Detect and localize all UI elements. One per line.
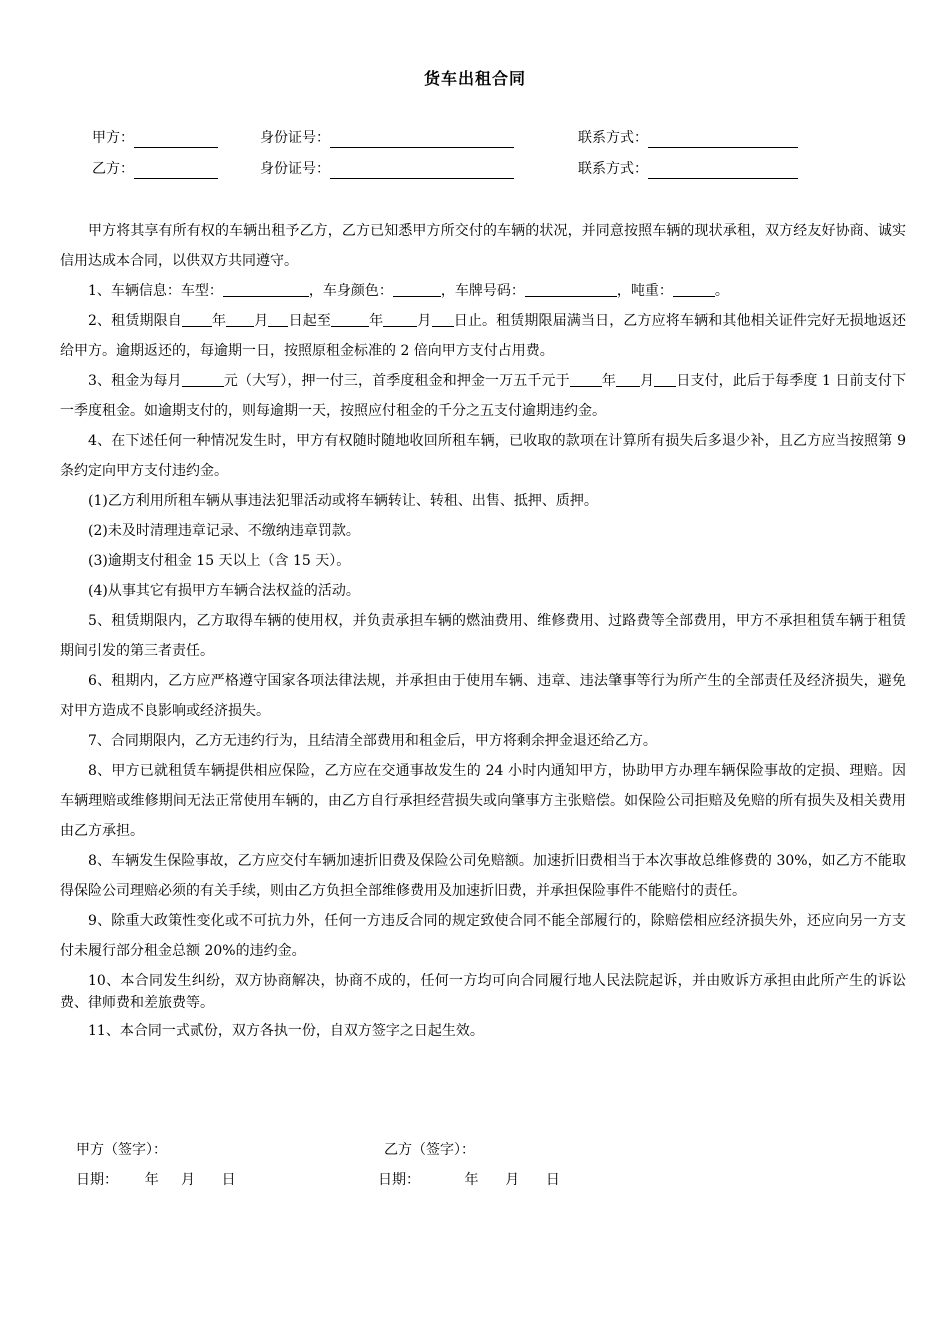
clause-4-item-3: (3)逾期支付租金 15 天以上（含 15 天）。	[88, 553, 351, 569]
party-a-id-label: 身份证号：	[260, 130, 330, 146]
clause-2	[60, 306, 906, 366]
clause-7: 7、合同期限内，乙方无违约行为，且结清全部费用和租金后，甲方将剩余押金退还给乙方。	[88, 733, 657, 749]
party-a-id-row	[260, 128, 514, 148]
clause-4-item-1: (1)乙方利用所租车辆从事违法犯罪活动或将车辆转让、转租、出售、抵押、质押。	[88, 493, 598, 509]
tonnage-field[interactable]	[673, 282, 715, 297]
party-a-signature-label: 甲方（签字）：	[76, 1142, 167, 1158]
party-b-id-field[interactable]	[330, 164, 514, 179]
clause-4-item-2: (2)未及时清理违章记录、不缴纳违章罚款。	[88, 523, 360, 539]
clause-4: 4、在下述任何一种情况发生时，甲方有权随时随地收回所租车辆，已收取的款项在计算所有损失后多退少补，且乙方应当按照第 9 条约定向甲方支付违约金。	[60, 433, 906, 479]
party-a-contact-label: 联系方式：	[578, 130, 648, 146]
party-b-name-field[interactable]	[134, 164, 218, 179]
end-day-field[interactable]	[432, 312, 454, 327]
clause-intro: 甲方将其享有所有权的车辆出租予乙方，乙方已知悉甲方所交付的车辆的状况，并同意按照车辆的现状承租，双方经友好协商、诚实信用达成本合同，以供双方共同遵守。	[60, 223, 906, 269]
vehicle-model-field[interactable]	[223, 282, 309, 297]
start-month-field[interactable]	[226, 312, 254, 327]
clause-3-month: 月	[639, 373, 655, 389]
clause-2-month-2: 月	[417, 313, 432, 329]
start-day-field[interactable]	[268, 312, 288, 327]
contract-body	[60, 216, 906, 1042]
party-b-signature-label: 乙方（签字）：	[384, 1142, 475, 1158]
clause-2-year-2: 年	[369, 313, 384, 329]
clause-3-year: 年	[601, 373, 616, 389]
party-b-label: 乙方：	[92, 161, 134, 177]
clause-8b: 8、车辆发生保险事故，乙方应交付车辆加速折旧费及保险公司免赔额。加速折旧费相当于本次事故总维修费的 30%，如乙方不能取得保险公司理赔必须的有关手续，则由乙方负担全部维修费用及加速折旧费，并承担保险事件不能赔付的责任。	[60, 853, 906, 899]
pay-month-field[interactable]	[616, 372, 640, 387]
contract-title: 货车出租合同	[423, 69, 526, 88]
clause-2-month-1: 月	[254, 313, 269, 329]
end-month-field[interactable]	[383, 312, 417, 327]
party-a-contact-field[interactable]	[648, 133, 798, 148]
clause-2-from: 日起至	[288, 313, 332, 329]
party-a-name-field[interactable]	[134, 133, 218, 148]
party-a-id-field[interactable]	[330, 133, 514, 148]
clause-4-item-4: (4)从事其它有损甲方车辆合法权益的活动。	[88, 583, 360, 599]
party-a-row	[92, 128, 218, 148]
party-a-date-line: 日期： 年 月 日	[76, 1172, 236, 1188]
plate-number-field[interactable]	[525, 282, 617, 297]
clause-1-text-e: 。	[714, 283, 729, 299]
clause-2-text-a: 2、租赁期限自	[88, 313, 182, 329]
clause-6: 6、租期内，乙方应严格遵守国家各项法律法规，并承担由于使用车辆、违章、违法肇事等行为所产生的全部责任及经济损失，避免对甲方造成不良影响或经济损失。	[60, 673, 906, 719]
pay-day-field[interactable]	[654, 372, 676, 387]
party-b-id-row	[260, 159, 514, 179]
clause-10: 10、本合同发生纠纷，双方协商解决，协商不成的，任何一方均可向合同履行地人民法院起诉，并由败诉方承担由此所产生的诉讼费、律师费和差旅费等。	[60, 973, 906, 1011]
clause-1-text-d: ，吨重：	[616, 283, 673, 299]
clause-1-text-b: ，车身颜色：	[308, 283, 393, 299]
party-a-label: 甲方：	[92, 130, 134, 146]
clause-1-text-c: ，车牌号码：	[440, 283, 525, 299]
pay-year-field[interactable]	[570, 372, 602, 387]
clause-2-year-1: 年	[211, 313, 227, 329]
monthly-rent-field[interactable]	[182, 372, 224, 387]
clause-9: 9、除重大政策性变化或不可抗力外，任何一方违反合同的规定致使合同不能全部履行的，除赔偿相应经济损失外，还应向另一方支付未履行部分租金总额 20%的违约金。	[60, 913, 906, 959]
party-b-row	[92, 159, 218, 179]
party-a-contact-row	[578, 128, 798, 148]
clause-3-text-b: 元（大写），押一付三，首季度租金和押金一万五千元于	[223, 373, 570, 389]
party-b-date-line: 日期： 年 月 日	[378, 1172, 560, 1188]
clause-3-text-a: 3、租金为每月	[88, 373, 182, 389]
party-b-contact-field[interactable]	[648, 164, 798, 179]
clause-2-to: 日止。租赁期限届满当日，乙方应将车辆和其他相关证件完好无损地返还给甲方。逾期返还的，每逾期一日，按照原租金标准的 2 倍向甲方支付占用费。	[60, 313, 907, 359]
clause-5: 5、租赁期限内，乙方取得车辆的使用权，并负责承担车辆的燃油费用、维修费用、过路费等全部费用，甲方不承担租赁车辆于租赁期间引发的第三者责任。	[60, 613, 906, 659]
clause-3-text-c: 日支付，此后于每季度 1 日前支付下一季度租金。如逾期支付的，则每逾期一天，按照应付租金的千分之五支付逾期违约金。	[60, 373, 906, 419]
start-year-field[interactable]	[182, 312, 212, 327]
end-year-field[interactable]	[331, 312, 369, 327]
party-b-contact-label: 联系方式：	[578, 161, 648, 177]
clause-11: 11、本合同一式贰份，双方各执一份，自双方签字之日起生效。	[88, 1023, 484, 1039]
clause-3	[60, 366, 906, 426]
party-b-id-label: 身份证号：	[260, 161, 330, 177]
vehicle-color-field[interactable]	[393, 282, 441, 297]
clause-8a: 8、甲方已就租赁车辆提供相应保险，乙方应在交通事故发生的 24 小时内通知甲方，协助甲方办理车辆保险事故的定损、理赔。因车辆理赔或维修期间无法正常使用车辆的，由乙方自行承担经营损失或向肇事方主张赔偿。如保险公司拒赔及免赔的所有损失及相关费用由乙方承担。	[60, 763, 906, 839]
clause-1-text-a: 1、车辆信息：车型：	[88, 283, 223, 299]
party-b-contact-row	[578, 159, 798, 179]
clause-1	[60, 276, 906, 306]
